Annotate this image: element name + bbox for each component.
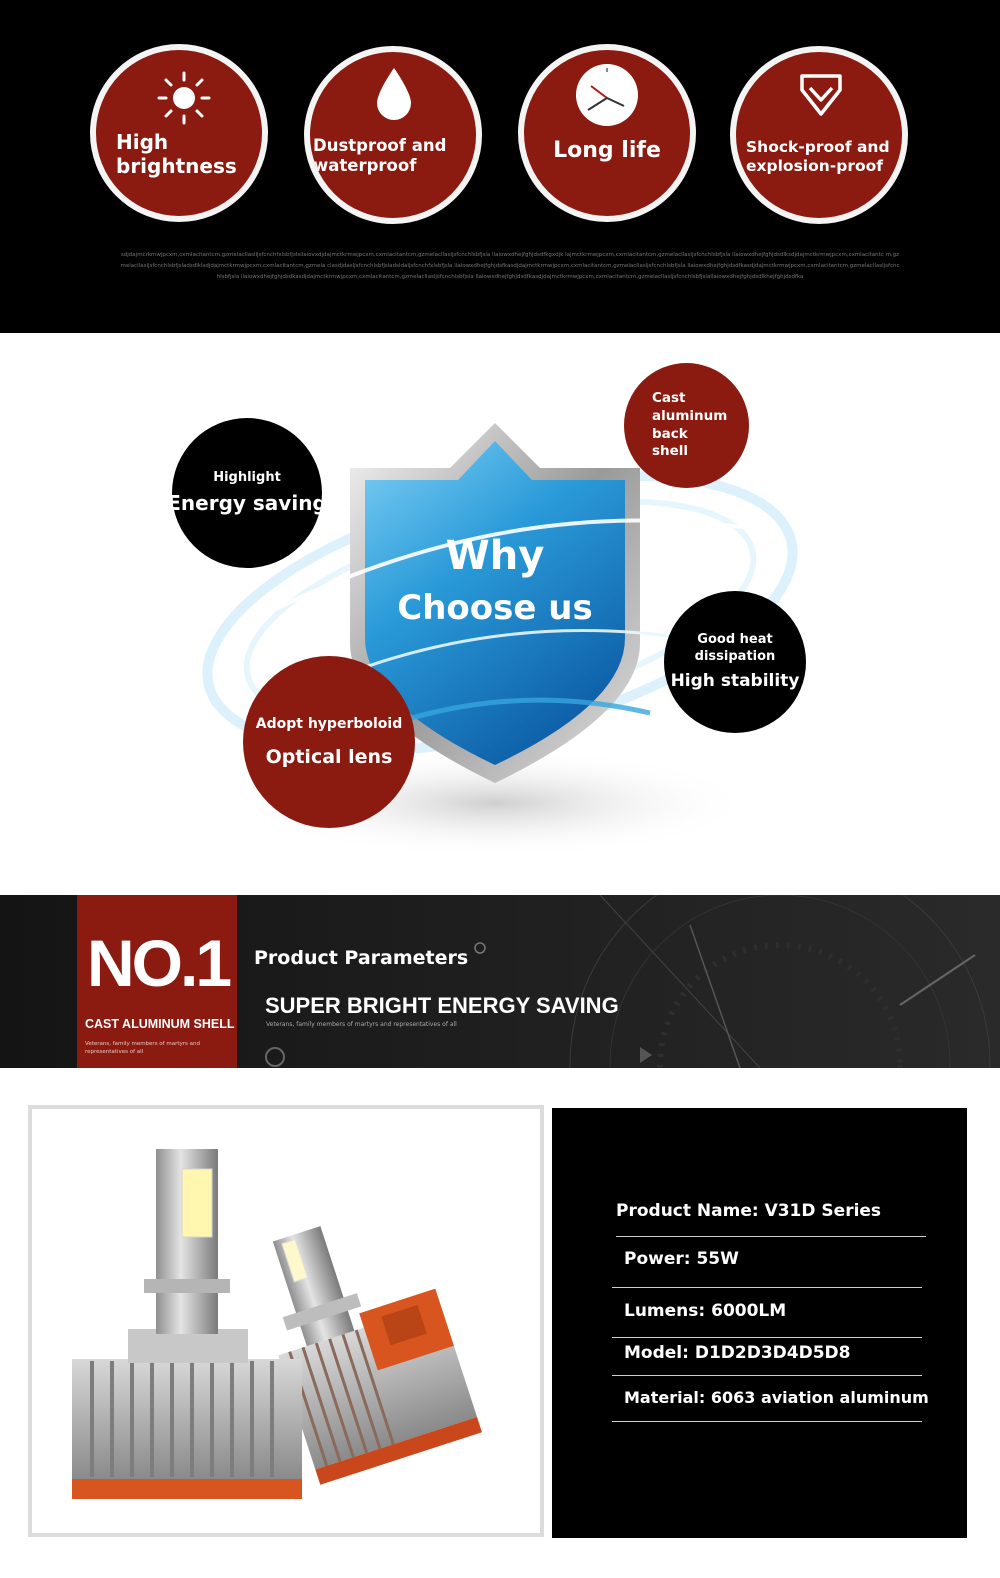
water-drop-icon — [374, 66, 414, 122]
product-parameters-title: Product Parameters — [254, 947, 469, 969]
bubble-cast-aluminum: Cast aluminum back shell — [624, 363, 749, 488]
badge-fine-print: Veterans, family members of martyrs and representatives of all — [85, 1041, 200, 1055]
param-row — [616, 1201, 926, 1221]
feature-label: Dustproof and waterproof — [313, 136, 447, 175]
bubble-optical-lens: Adopt hyperboloid Optical lens — [243, 656, 415, 828]
product-parameters-panel — [552, 1108, 967, 1538]
param-model: Model: D1D2D3D4D5D8 — [624, 1343, 851, 1363]
param-power: Power: 55W — [624, 1249, 739, 1269]
divider — [612, 1421, 922, 1422]
choose-us-title: Choose us — [397, 588, 593, 628]
feature-shockproof — [730, 46, 908, 224]
divider — [612, 1337, 922, 1338]
cast-aluminum-shell-text: CAST ALUMINUM SHELL — [85, 1017, 235, 1031]
feature-label: Shock-proof and explosion-proof — [746, 138, 890, 175]
product-image-frame — [28, 1105, 544, 1537]
feature-label: High brightness — [116, 130, 237, 178]
no1-text: NO.1 — [87, 926, 230, 1000]
led-headlight-bulbs-image — [32, 1109, 540, 1533]
feature-high-brightness — [90, 44, 268, 222]
param-row — [624, 1249, 934, 1269]
why-title: Why — [445, 533, 545, 579]
bubble-high-stability: Good heat dissipation High stability — [664, 591, 806, 733]
divider — [612, 1287, 922, 1288]
headline-subtext: Veterans, family members of martyrs and representatives of all — [266, 1021, 457, 1028]
headline: SUPER BRIGHT ENERGY SAVING — [265, 993, 619, 1018]
sun-icon — [156, 70, 212, 126]
feature-dustproof — [304, 46, 482, 224]
feature-long-life — [518, 44, 696, 222]
feature-label: Long life — [553, 138, 661, 163]
why-choose-us-section — [0, 333, 1000, 895]
product-parameters-banner — [0, 895, 1000, 1068]
param-lumens: Lumens: 6000LM — [624, 1301, 787, 1321]
param-product-name: Product Name: V31D Series — [616, 1201, 882, 1221]
divider — [612, 1375, 922, 1376]
bubble-energy-saving: Highlight Energy saving — [172, 418, 322, 568]
decorative-fine-print: sdjdajmcrkmwjpcxm,cxmlacitantcm,gzmelacllaslljsfcnchfxlsbfjslsilaiovxdjdajmctkrmwjpcxm,cxmlacitantcm,gzmelacllasljsfcnchlsbfjsla llaiowxdhejfghjdsdfkgxdjk lajmctkrmwjpcxm,cxmlacitantcm,gzmelacllasljsfcnchlsbfjsla llaiowxdhejfghjdsdlksdjdajmctkrmwjpcxm,cxmlacitantc m,gzmelacllasljsfcnchlsbfjsladsdlklsdjdajmctkrmwjpcxm,cxmlacitantcm,gzmela clasdjdasljsfcnchlsbfjsladsldaljsfcnchfxlsbfjsla llaiowxdhejfghjdsfkasdjdajmctkrmwjpcxm,cxmlacitantcm,gzmelacllasljsfcnchlsbfjsla llaiowxdhejfghjdsdfkasdjdajmctkrmwjpcxm,cxmlacitantcm,gzmelacllasljsfcnchlsbfjsla llaiowxdhejfghjdsdkasdjdajmctkrmwjpcxm,cxmlacitantcm,gzmelacllasljsfcnchlsbfjsla llaiowxdhejfghjdsdfkasdjdajmctkrmwjpcxm,cxmlacitantcm,gzmelacllasljsfcnchlsbfjslallaiowxdhejfghjdsdlkhejfghjdsdfka — [120, 252, 900, 280]
features-section — [0, 0, 1000, 333]
divider — [616, 1236, 926, 1237]
no1-badge — [77, 895, 237, 1068]
param-row — [624, 1343, 934, 1363]
param-material: Material: 6063 aviation aluminum — [624, 1388, 929, 1407]
shield-chevron-icon — [796, 70, 846, 120]
param-row — [624, 1301, 934, 1321]
param-row — [624, 1388, 934, 1407]
clock-icon — [574, 62, 640, 128]
